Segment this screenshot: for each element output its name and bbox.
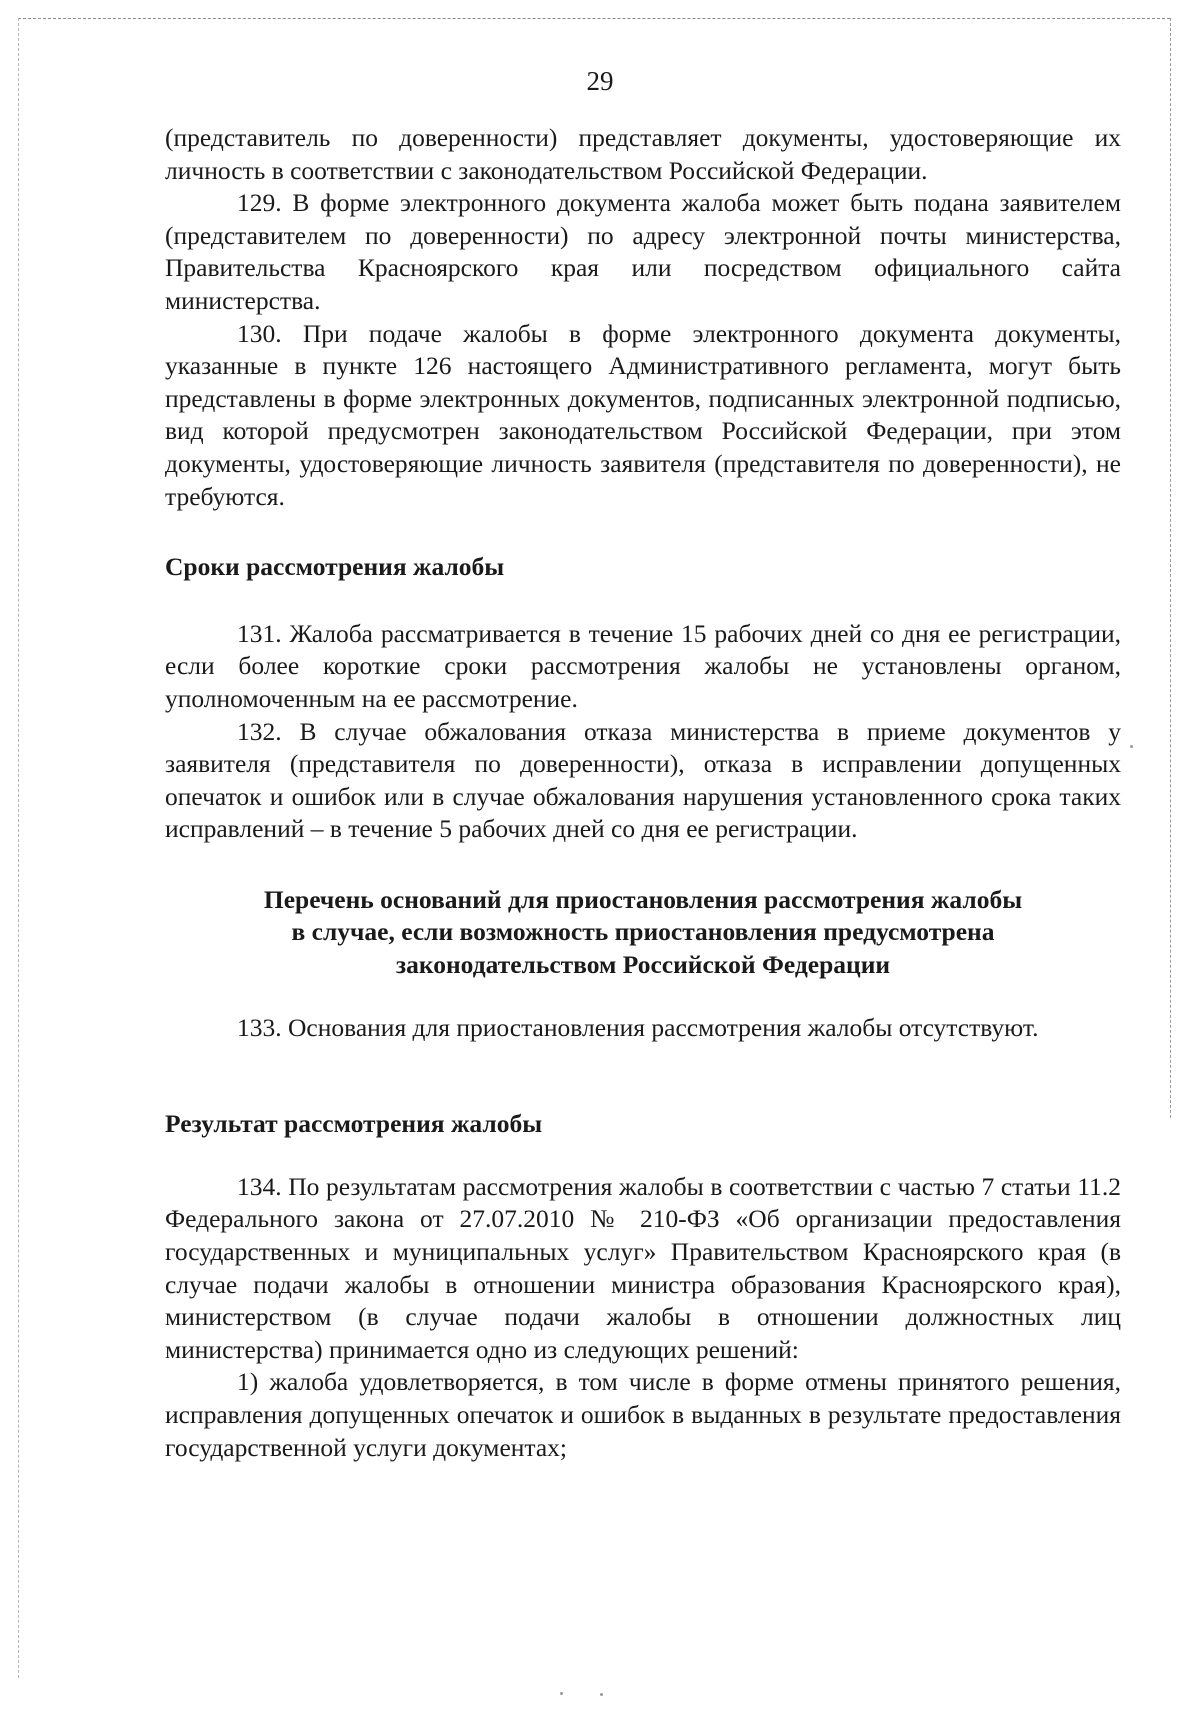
heading-terms: Сроки рассмотрения жалобы [165,552,505,582]
heading-grounds-line-3: законодательством Российской Федерации [395,950,891,980]
heading-result: Результат рассмотрения жалобы [165,1109,543,1139]
scan-speck [560,1692,563,1695]
scan-speck [1130,745,1133,748]
scan-frame-right [1170,18,1171,1118]
paragraph-134: 134. По результатам рассмотрения жалобы в соответствии с частью 7 статьи 11.2 Федерального закона от 27.07.2010 № 210-ФЗ «Об организации предоставления государственных и муниципальных услуг» Правительством Красноярского края (в случае подачи жалобы в отношении министра образования Красноярского края), министерством (в случае подачи жалобы в отношении должностных лиц министерства) принимается одно из следующих решений: [165,1171,1121,1364]
heading-grounds [165,884,1121,982]
paragraph-130: 130. При подаче жалобы в форме электронного документа документы, указанные в пункте 126 настоящего Административного регламента, могут быть представлены в форме электронных документов, подписанных электронной подписью, вид которой предусмотрен законодательством Российской Федерации, при этом документы, удостоверяющие личность заявителя (представителя по доверенности), не требуются. [165,318,1121,511]
paragraph-continuation: (представитель по доверенности) представляет документы, удостоверяющие их личность в соответствии с законодательством Российской Федерации. [165,123,1121,185]
scan-frame-top [18,18,1170,19]
document-body [165,122,1121,1464]
heading-grounds-line-2: в случае, если возможность приостановления предусмотрена [291,917,995,947]
page-number: 29 [586,66,614,96]
heading-grounds-line-1: Перечень оснований для приостановления рассмотрения жалобы [263,884,1023,914]
scan-frame-left [18,18,19,1678]
paragraph-131: 131. Жалоба рассматривается в течение 15 рабочих дней со дня ее регистрации, если более короткие сроки рассмотрения жалобы не установлены органом, уполномоченным на ее рассмотрение. [165,618,1121,713]
paragraph-132: 132. В случае обжалования отказа министерства в приеме документов у заявителя (представителя по доверенности), отказа в исправлении допущенных опечаток и ошибок или в случае обжалования нарушения установленного срока таких исправлений – в течение 5 рабочих дней со дня ее регистрации. [165,716,1121,844]
paragraph-129: 129. В форме электронного документа жалоба может быть подана заявителем (представителем по доверенности) по адресу электронной почты министерства, Правительства Красноярского края или посредством официального сайта министерства. [165,188,1121,315]
paragraph-134-item-1: 1) жалоба удовлетворяется, в том числе в форме отмены принятого решения, исправления допущенных опечаток и ошибок в выданных в результате предоставления государственной услуги документах; [165,1367,1121,1462]
scan-speck [600,1693,603,1696]
paragraph-133: 133. Основания для приостановления рассмотрения жалобы отсутствуют. [237,1012,1039,1042]
